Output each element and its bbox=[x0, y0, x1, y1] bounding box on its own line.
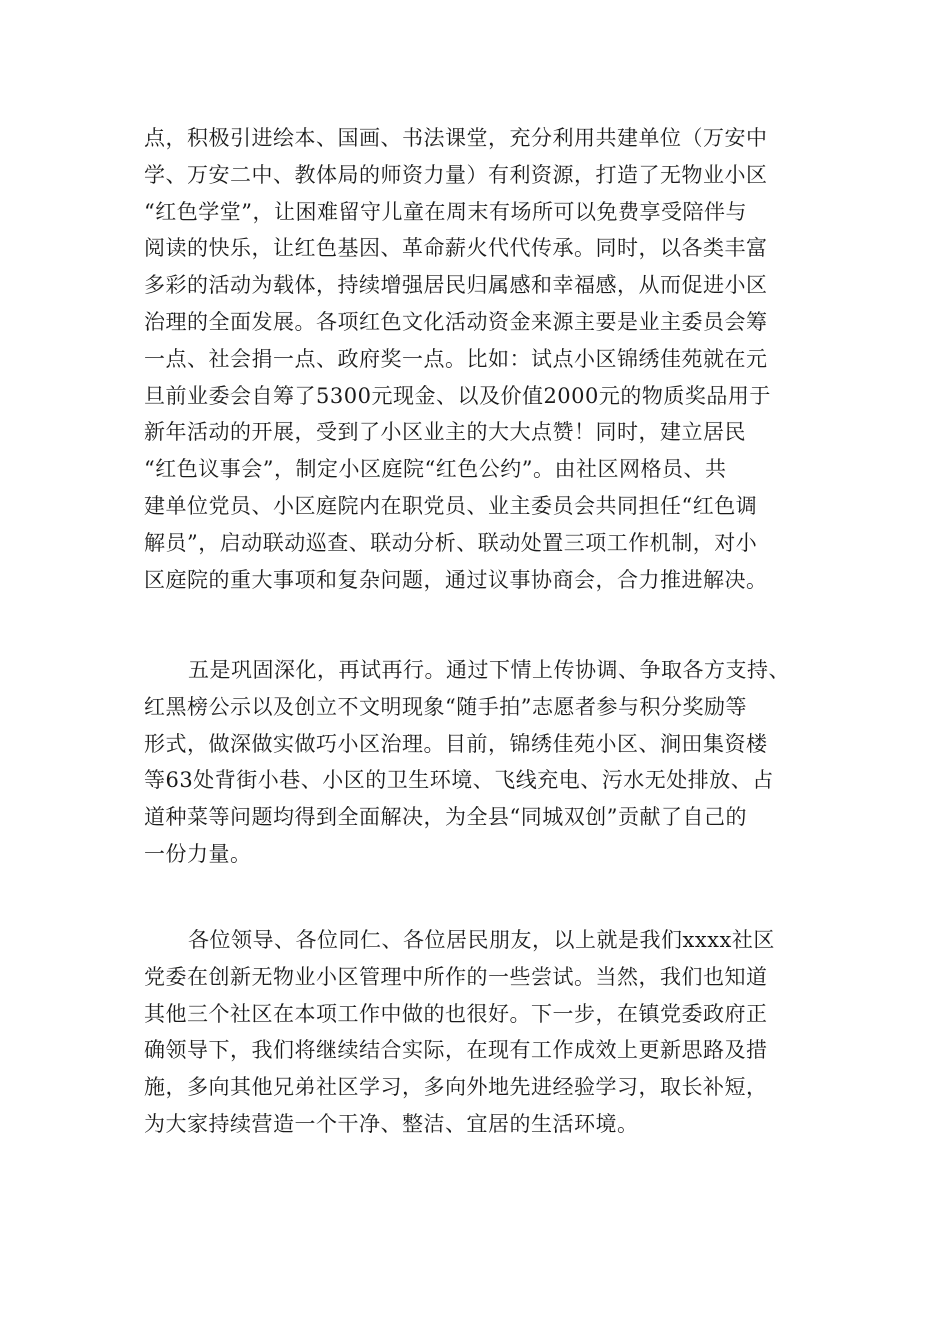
text-line: 旦前业委会自筹了5300元现金、以及价值2000元的物质奖品用于 bbox=[144, 383, 771, 408]
text-line: 一点、社会捐一点、政府奖一点。比如：试点小区锦绣佳苑就在元 bbox=[144, 346, 768, 371]
text-line: 其他三个社区在本项工作中做的也很好。下一步，在镇党委政府正 bbox=[144, 1001, 768, 1026]
text-line: 解员”，启动联动巡查、联动分析、联动处置三项工作机制，对小 bbox=[144, 530, 758, 555]
text-line: 各位领导、各位同仁、各位居民朋友，以上就是我们xxxx社区 bbox=[188, 928, 775, 952]
text-line: 为大家持续营造一个干净、整洁、宜居的生活环境。 bbox=[144, 1111, 639, 1136]
paragraph-closing bbox=[144, 922, 824, 1143]
text-line: 等63处背街小巷、小区的卫生环境、飞线充电、污水无处排放、占 bbox=[144, 768, 774, 793]
text-line: 建单位党员、小区庭院内在职党员、业主委员会共同担任“红色调 bbox=[144, 493, 758, 518]
paragraph-red-classroom bbox=[144, 120, 824, 598]
text-line: 多彩的活动为载体，持续增强居民归属感和幸福感，从而促进小区 bbox=[144, 273, 768, 298]
text-line: 新年活动的开展，受到了小区业主的大大点赞！同时，建立居民 bbox=[144, 420, 746, 445]
text-line: 道种菜等问题均得到全面解决，为全县“同城双创”贡献了自己的 bbox=[144, 805, 747, 830]
text-line: 学、万安二中、教体局的师资力量）有利资源，打造了无物业小区 bbox=[144, 162, 768, 187]
text-line: 阅读的快乐，让红色基因、革命薪火代代传承。同时，以各类丰富 bbox=[144, 236, 768, 261]
text-line: “红色学堂”，让困难留守儿童在周末有场所可以免费享受陪伴与 bbox=[144, 199, 747, 224]
text-line: 红黑榜公示以及创立不文明现象“随手拍”志愿者参与积分奖励等 bbox=[144, 694, 747, 719]
paragraph-consolidate bbox=[144, 652, 824, 873]
text-line: 党委在创新无物业小区管理中所作的一些尝试。当然，我们也知道 bbox=[144, 964, 768, 989]
text-line: “红色议事会”，制定小区庭院“红色公约”。由社区网格员、共 bbox=[144, 457, 727, 482]
text-line: 一份力量。 bbox=[144, 841, 252, 866]
text-line: 确领导下，我们将继续结合实际，在现有工作成效上更新思路及措 bbox=[144, 1038, 768, 1063]
text-line: 五是巩固深化，再试再行。通过下情上传协调、争取各方支持、 bbox=[188, 658, 790, 682]
text-line: 形式，做深做实做巧小区治理。目前，锦绣佳苑小区、涧田集资楼 bbox=[144, 731, 768, 756]
text-line: 施，多向其他兄弟社区学习，多向外地先进经验学习，取长补短， bbox=[144, 1075, 768, 1100]
text-line: 点，积极引进绘本、国画、书法课堂，充分利用共建单位（万安中 bbox=[144, 126, 768, 150]
text-line: 区庭院的重大事项和复杂问题，通过议事协商会，合力推进解决。 bbox=[144, 567, 768, 592]
text-line: 治理的全面发展。各项红色文化活动资金来源主要是业主委员会筹 bbox=[144, 309, 768, 334]
